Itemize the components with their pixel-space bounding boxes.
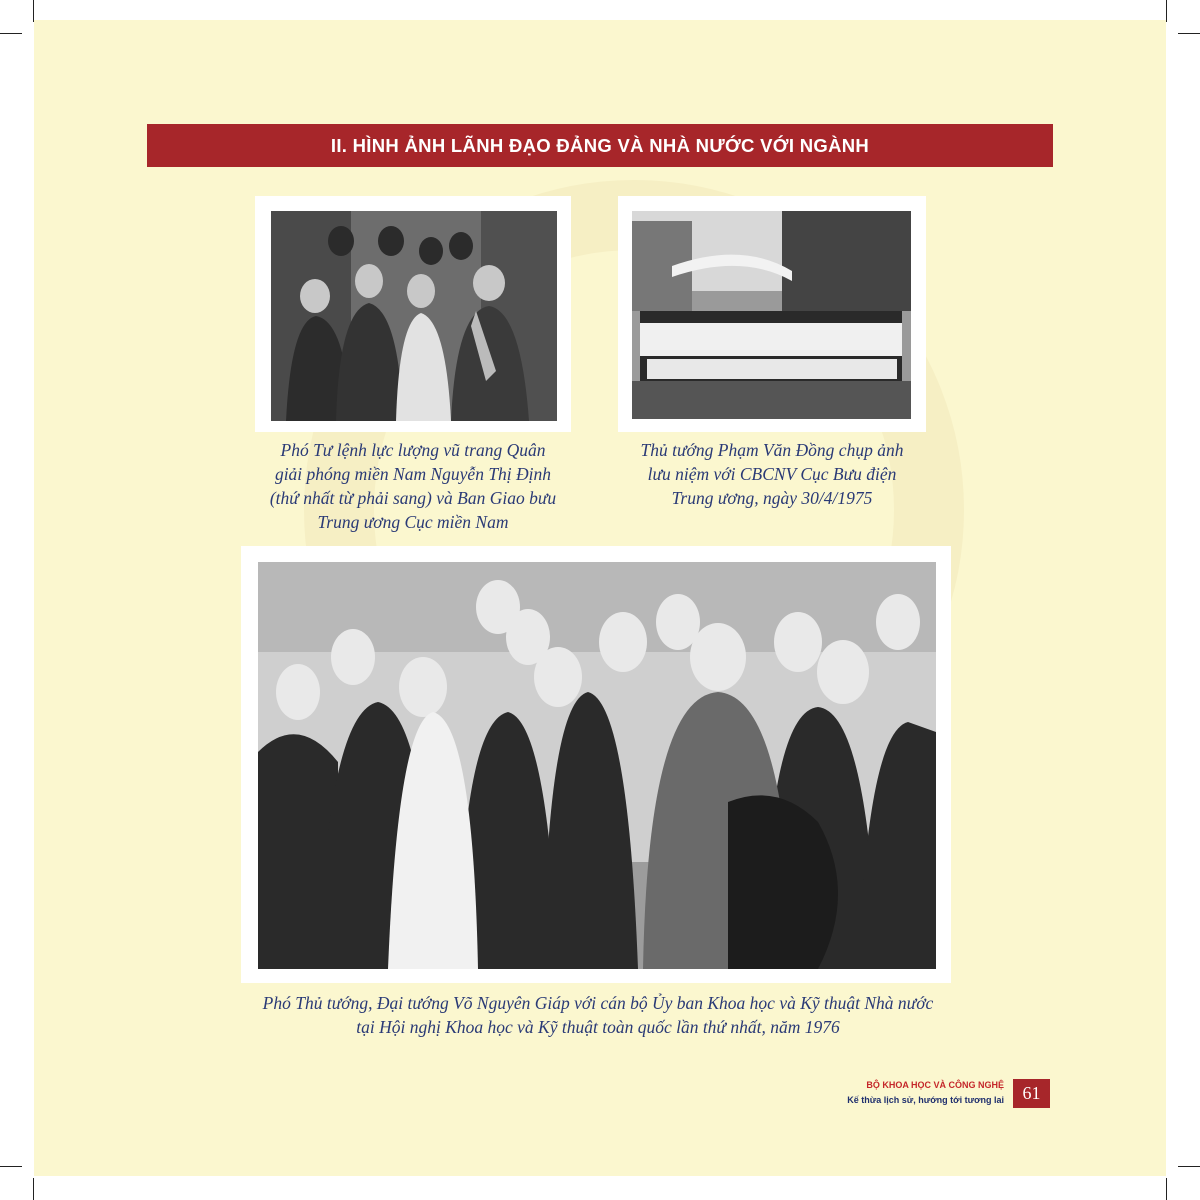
photo-group-staff-figures [632, 211, 911, 419]
photo-group-portrait-figures [271, 211, 557, 421]
caption-line: lưu niệm với CBCNV Cục Bưu điện [647, 464, 897, 484]
caption-line: Phó Thủ tướng, Đại tướng Võ Nguyên Giáp với cán bộ Ủy ban Khoa học và Kỹ thuật Nhà nước [262, 993, 934, 1013]
photo-group-staff [632, 211, 911, 419]
caption-line: Trung ương Cục miền Nam [317, 512, 509, 532]
footer-publisher: BỘ KHOA HỌC VÀ CÔNG NGHỆ [866, 1080, 1004, 1090]
crop-mark [33, 1178, 34, 1200]
photo-caption [600, 438, 944, 510]
crop-mark [1178, 1166, 1200, 1167]
caption-line: Thủ tướng Phạm Văn Đồng chụp ảnh [640, 440, 904, 460]
photo-caption [200, 991, 996, 1039]
photo-group-portrait [271, 211, 557, 421]
caption-line: Phó Tư lệnh lực lượng vũ trang Quân [280, 440, 546, 460]
photo-conference-figures [258, 562, 936, 969]
crop-mark [33, 0, 34, 22]
caption-line: Trung ương, ngày 30/4/1975 [671, 488, 873, 508]
photo-caption [230, 438, 596, 534]
caption-line: tại Hội nghị Khoa học và Kỹ thuật toàn quốc lần thứ nhất, năm 1976 [356, 1017, 840, 1037]
footer-tagline: Kế thừa lịch sử, hướng tới tương lai [847, 1095, 1004, 1105]
crop-mark [1178, 33, 1200, 34]
crop-mark [1166, 0, 1167, 22]
crop-mark [0, 33, 22, 34]
crop-mark [0, 1166, 22, 1167]
photo-conference [258, 562, 936, 969]
caption-line: (thứ nhất từ phải sang) và Ban Giao bưu [269, 488, 557, 508]
section-title: II. HÌNH ẢNH LÃNH ĐẠO ĐẢNG VÀ NHÀ NƯỚC VỚI NGÀNH [147, 124, 1053, 167]
page-number: 61 [1013, 1079, 1050, 1108]
crop-mark [1166, 1178, 1167, 1200]
caption-line: giải phóng miền Nam Nguyễn Thị Định [274, 464, 552, 484]
